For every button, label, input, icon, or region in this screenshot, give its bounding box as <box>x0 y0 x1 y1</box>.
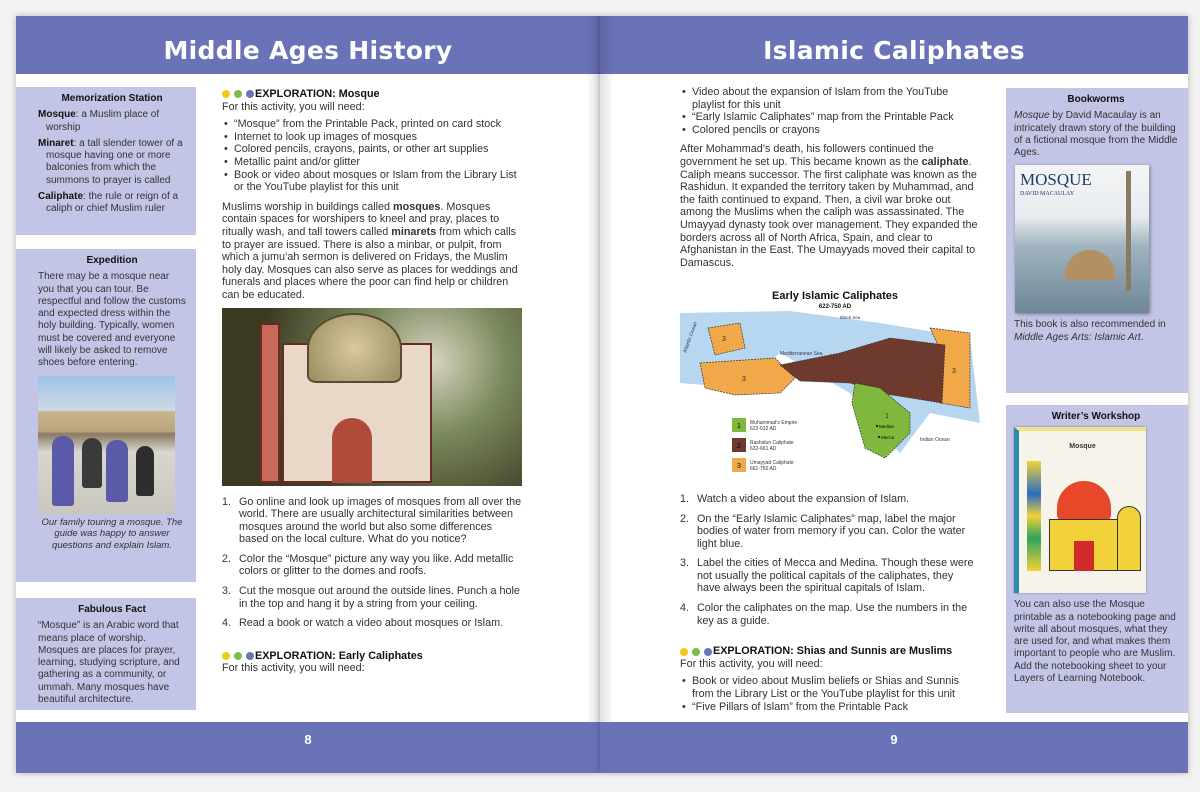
activity-intro: For this activity, you will need: <box>222 100 365 113</box>
map-label: Atlantic Ocean <box>682 321 700 354</box>
step: 4. Read a book or watch a video about mosques or Islam. <box>222 617 504 630</box>
caliphates-map <box>680 283 980 483</box>
photo-caption: Our family touring a mosque. The guide was happy to answer questions and explain Islam. <box>41 516 183 551</box>
fabulous-fact-box <box>16 598 196 710</box>
box-heading: Bookworms <box>1067 94 1125 105</box>
legend-dates: 661-750 AD <box>750 466 777 473</box>
legend-dates: 632-661 AD <box>750 446 777 453</box>
notebook-title: Mosque <box>1069 443 1096 451</box>
map-legend <box>732 418 797 472</box>
step: 3. Cut the mosque out around the outside lines. Punch a hole in the top and hang it by a string from your ceiling. <box>222 585 520 610</box>
easy-level-icon <box>222 90 230 98</box>
activity-intro: For this activity, you will need: <box>222 662 365 675</box>
bookworms-box <box>1006 88 1188 393</box>
step: 1. Watch a video about the expansion of Islam. <box>680 492 910 505</box>
hard-level-icon <box>246 90 254 98</box>
notebook-photo <box>1014 427 1146 593</box>
writers-workshop-box <box>1006 405 1188 713</box>
medium-level-icon <box>692 648 700 656</box>
list-item: • Video about the expansion of Islam from the YouTube playlist for this unit <box>680 86 978 111</box>
box-heading: Expedition <box>86 255 138 266</box>
box-heading: Memorization Station <box>61 93 163 104</box>
city-label: Mecca <box>881 435 895 441</box>
caliphate-paragraph: After Mohammad’s death, his followers continued the government he set up. This became known as the caliphate. Caliph means successor. The first caliphate was known as the Rashidun. It expanded the territory taken by Muhammad, and the faith continued to expand. Then, a civil war broke out among the Muslims when the caliph was assassinated. The Umayyad dynasty took over management. They expanded the borders across all of North Africa, Spain, and clear to Afghanistan in the East. The Umayyads moved their capital to Damascus. <box>680 143 978 269</box>
hard-level-icon <box>246 652 254 660</box>
easy-level-icon <box>680 648 688 656</box>
hard-level-icon <box>704 648 712 656</box>
definition: Mosque: a Muslim place of worship <box>38 109 160 133</box>
medium-level-icon <box>234 90 242 98</box>
list-item: • “Five Pillars of Islam” from the Printable Pack <box>680 701 978 714</box>
exploration-heading: EXPLORATION: Early Caliphates <box>222 650 524 663</box>
exploration-heading: EXPLORATION: Mosque <box>222 88 524 101</box>
map-label: Indian Ocean <box>920 437 950 444</box>
legend-label: Umayyad Caliphate <box>750 460 794 467</box>
list-item: • Internet to look up images of mosques <box>222 131 524 144</box>
definition: Minaret: a tall slender tower of a mosque having one or more balconies from which the summons to prayer is called <box>38 137 183 186</box>
list-item: • Metallic paint and/or glitter <box>222 156 524 169</box>
supply-list <box>222 118 524 194</box>
list-item: • Book or video about mosques or Islam from the Library List or the YouTube playlist for this unit <box>222 169 524 194</box>
page-title: Islamic Caliphates <box>600 16 1188 74</box>
bookworms-note: This book is also recommended in Middle Ages Arts: Islamic Art. <box>1014 319 1166 343</box>
cover-title: MOSQUE <box>1020 170 1092 190</box>
region-umayyad-africa <box>700 358 795 395</box>
legend-label: Rashidun Caliphate <box>750 440 794 447</box>
list-item: • Colored pencils or crayons <box>680 124 978 137</box>
region-number: 3 <box>742 376 746 384</box>
bookworms-text: Mosque by David Macaulay is an intricately drawn story of the building of a fictional mosque from the Middle Ages. <box>1014 110 1178 159</box>
legend-label: Muhammad’s Empire <box>750 420 798 427</box>
step: 1. Go online and look up images of mosques from all over the world. There are usually architectural similarities between mosques around the world but also some differences based on the local culture. What do you notice? <box>222 495 522 546</box>
steps-list <box>680 493 978 627</box>
activity-intro: For this activity, you will need: <box>680 657 823 670</box>
map-title: Early Islamic Caliphates <box>772 290 898 303</box>
step: 2. Color the “Mosque” picture any way you like. Add metallic colors or glitter to the domes and roofs. <box>222 552 514 578</box>
legend-dates: 622-632 AD <box>750 426 777 433</box>
expedition-box <box>16 249 196 582</box>
page-title: Middle Ages History <box>16 16 600 74</box>
region-number: 3 <box>952 368 956 376</box>
map-label: Black Sea <box>840 315 861 321</box>
map-label: Mediterranean Sea <box>780 351 823 358</box>
expedition-text: There may be a mosque near you that you can tour. Be respectful and follow the customs and expected dress within the holy building. Typically, women must be covered and everyone will likely be asked to remove shoes before entering. <box>38 271 186 369</box>
easy-level-icon <box>222 652 230 660</box>
exploration-heading: EXPLORATION: Shias and Sunnis are Muslims <box>680 645 978 658</box>
steps-list <box>222 496 524 630</box>
city-label: Medina <box>879 424 894 430</box>
legend-number: 1 <box>737 423 741 431</box>
mosque-paragraph: Muslims worship in buildings called mosques. Mosques contain spaces for worshipers to kneel and pray, places to ritually wash, and tall towers called minarets from which calls to prayer are issued. There is also a minbar, or pulpit, from which a jumu’ah sermon is delivered on Fridays, the Muslim holy day. Mosques can also serve as places for weddings and funerals and places where the poor can find help or children can be educated. <box>222 200 518 301</box>
medium-level-icon <box>234 652 242 660</box>
page-number: 8 <box>16 722 600 773</box>
box-heading: Fabulous Fact <box>78 604 146 615</box>
list-item: • Colored pencils, crayons, paints, or other art supplies <box>222 143 524 156</box>
gutter-shadow <box>600 16 614 773</box>
list-item: • “Early Islamic Caliphates” map from the Printable Pack <box>680 111 978 124</box>
map-subtitle: 622-750 AD <box>818 304 852 311</box>
step: 2. On the “Early Islamic Caliphates” map, label the major bodies of water from memory if you can. Color the water light blue. <box>680 512 966 550</box>
list-item: • “Mosque” from the Printable Pack, printed on card stock <box>222 118 524 131</box>
paper-mosque-photo <box>222 308 522 486</box>
legend-number: 2 <box>737 443 741 451</box>
step: 3. Label the cities of Mecca and Medina. Though these were not usually the political capitals of the caliphates, they have always been the spiritual capitals of Islam. <box>680 557 974 595</box>
box-heading: Writer’s Workshop <box>1051 411 1141 422</box>
page-number: 9 <box>600 722 1188 773</box>
legend-number: 3 <box>737 463 741 471</box>
region-number: 3 <box>722 336 726 344</box>
step: 4. Color the caliphates on the map. Use the numbers in the key as a guide. <box>680 602 968 627</box>
mosque-courtyard-photo <box>38 376 175 514</box>
book-cover <box>1015 165 1149 313</box>
memorization-station-box <box>16 87 196 235</box>
fact-text: “Mosque” is an Arabic word that means place of worship. Mosques are places for prayer, learning, studying scripture, and gathering as a community, or ummah. Many mosques have beautiful architecture. <box>38 620 180 706</box>
left-main-column <box>222 88 524 675</box>
region-number: 1 <box>885 413 889 421</box>
right-page <box>600 16 1188 773</box>
right-main-column <box>680 86 978 720</box>
left-page <box>16 16 600 773</box>
supply-list <box>680 86 978 136</box>
gutter-shadow <box>586 16 600 773</box>
definition: Caliphate: the rule or reign of a caliph or chief Muslim ruler <box>38 191 179 215</box>
cover-author: DAVID MACAULAY <box>1020 191 1075 198</box>
writers-text: You can also use the Mosque printable as a notebooking page and write all about mosques, what they are used for, and what makes them important to people who are Muslim. Add the notebooking sheet to your Layers of Learning Notebook. <box>1014 599 1176 685</box>
supply-list <box>680 675 978 713</box>
list-item: • Book or video about Muslim beliefs or Shias and Sunnis from the Library List or the YouTube playlist for this unit <box>680 675 978 700</box>
